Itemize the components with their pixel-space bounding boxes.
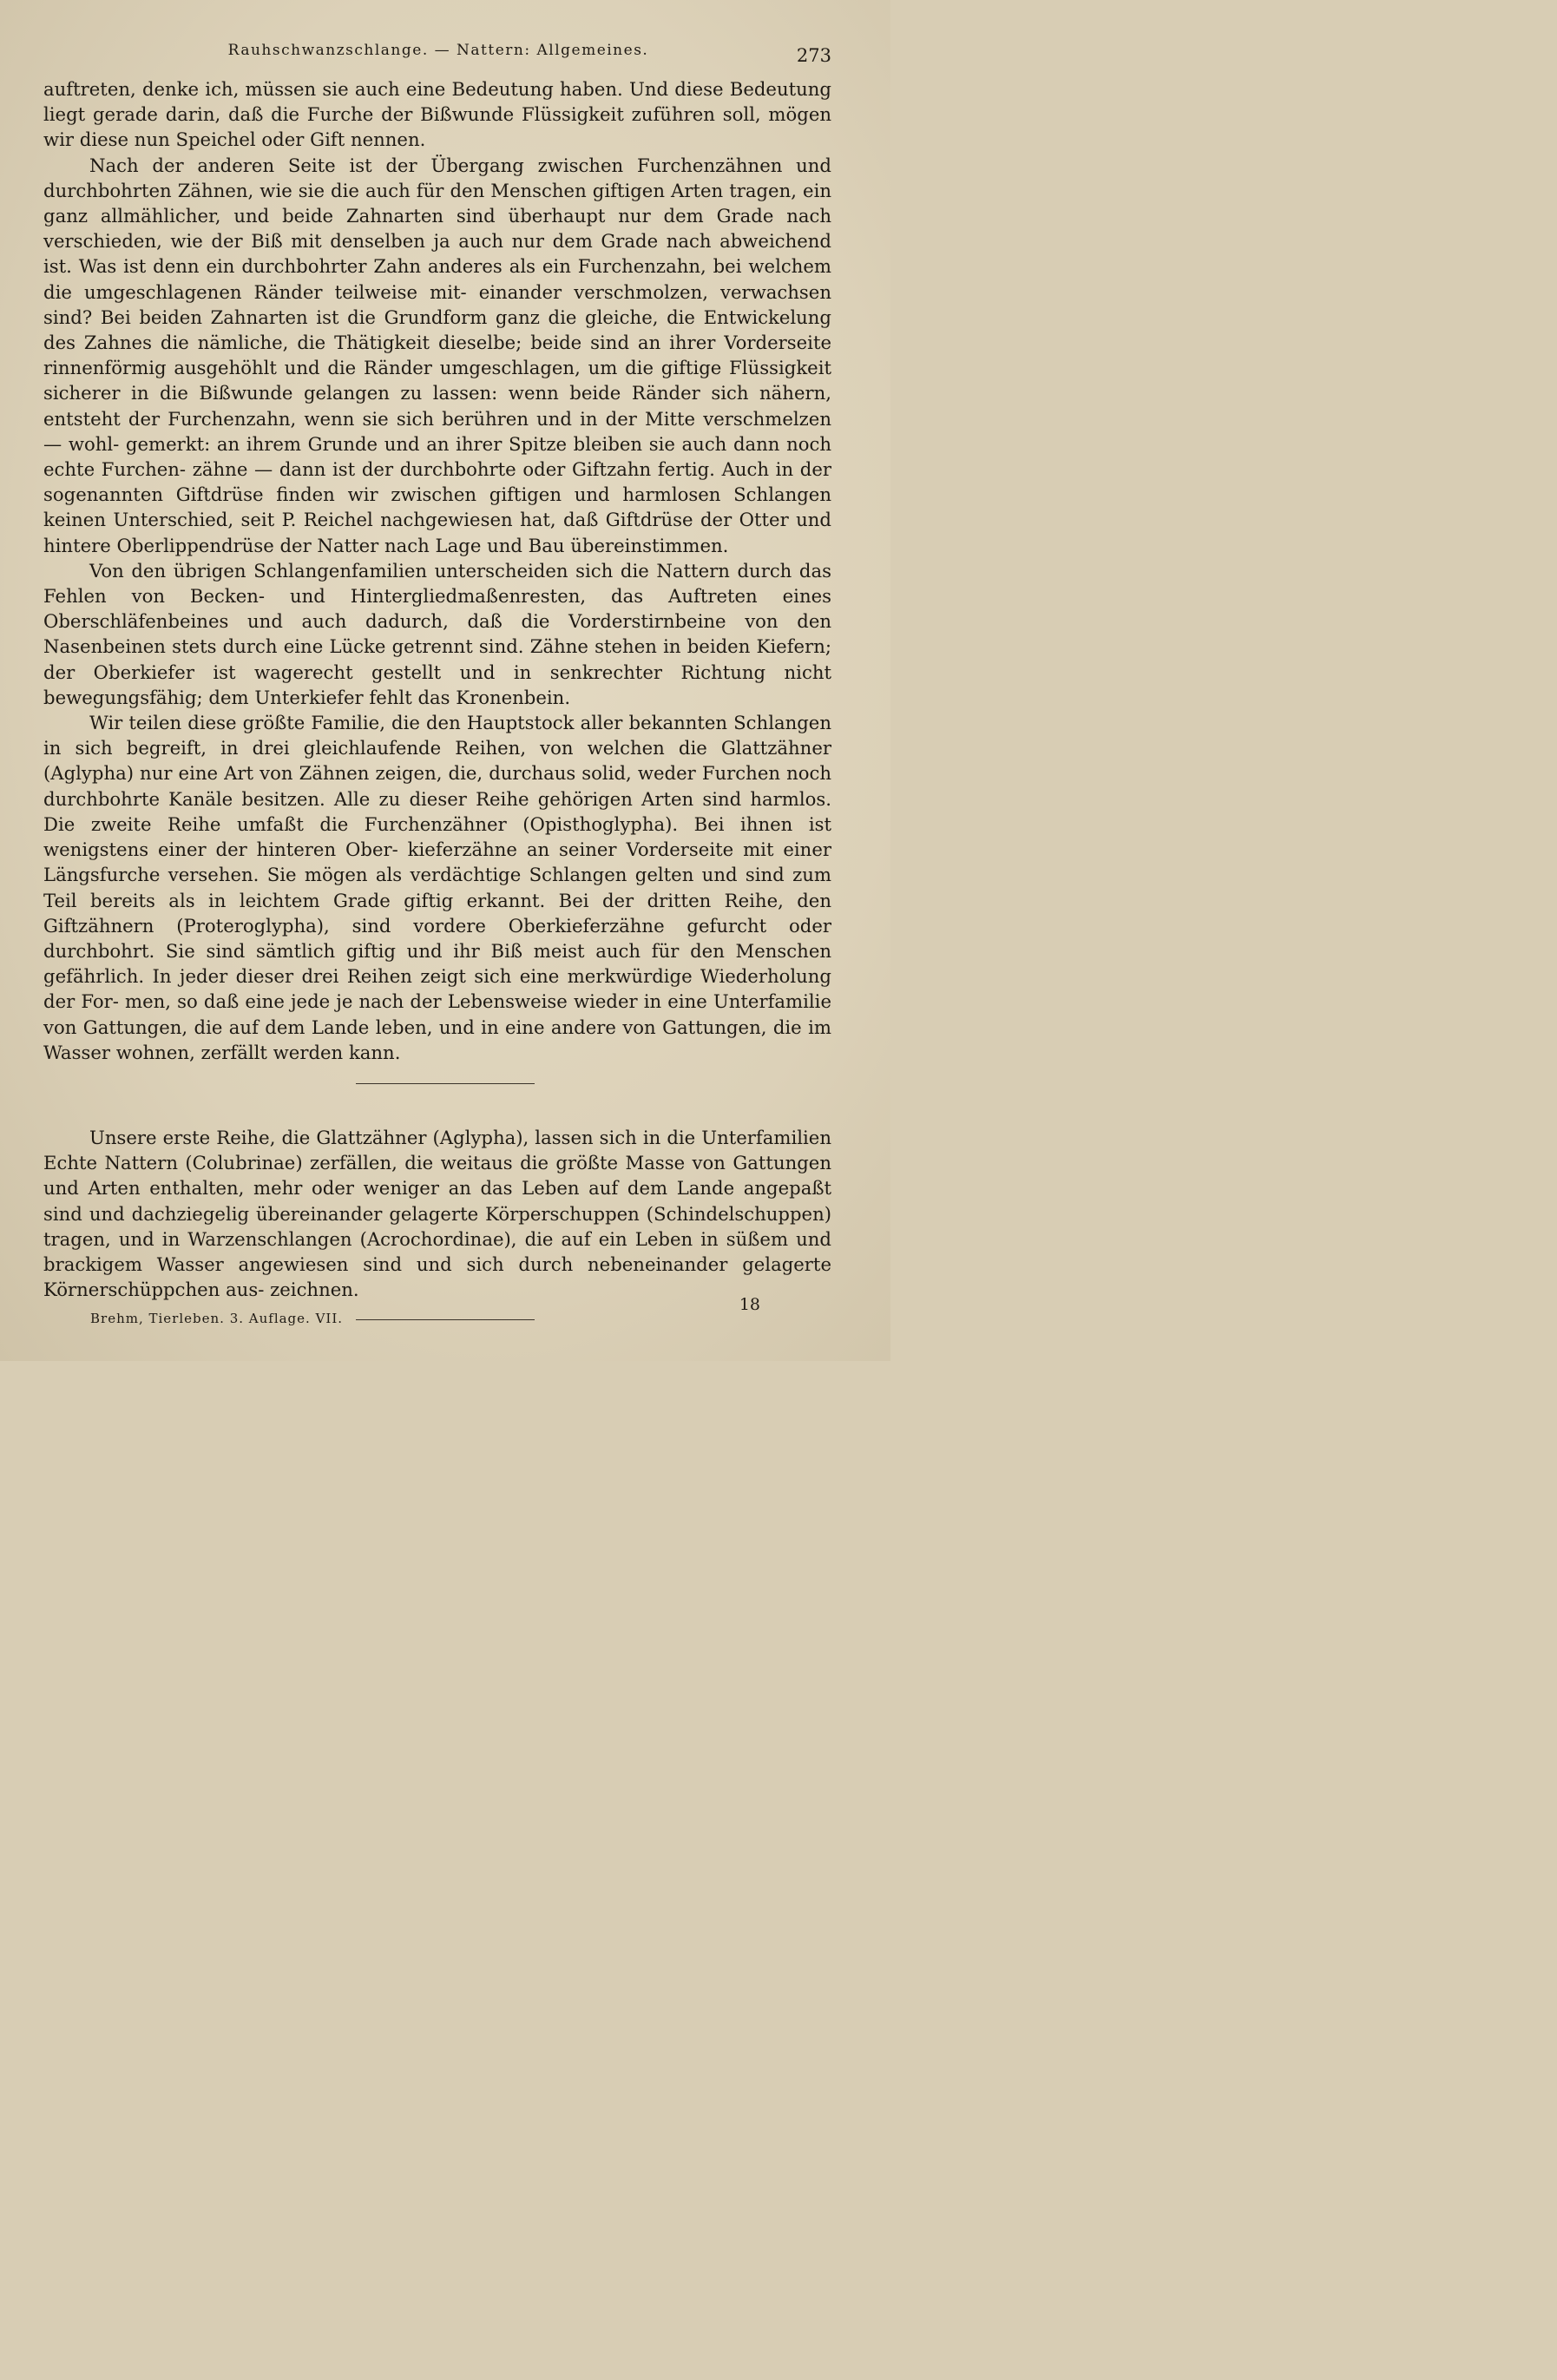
running-title: Rauhschwanzschlange. — Nattern: Allgemeines. <box>227 42 649 59</box>
book-page <box>0 0 890 1361</box>
paragraph-continued: auftreten, denke ich, müssen sie auch eine Bedeutung haben. Und diese Bedeutung liegt gerade darin, daß die Furche der Bißwunde Flüssigkeit zuführen soll, mögen wir diese nun Speichel oder Gift nennen. <box>43 78 831 151</box>
imprint-line: Brehm, Tierleben. 3. Auflage. VII. <box>90 1311 344 1326</box>
paragraph-three-series: Wir teilen diese größte Familie, die den Hauptstock aller bekannten Schlangen in sich begreift, in drei gleichlaufende Reihen, von welchen die Glattzähner (Aglypha) nur eine Art von Zähnen zeigen, die, durchaus solid, weder Furchen noch durchbohrte Kanäle besitzen. Alle zu dieser Reihe gehörigen Arten sind harmlos. Die zweite Reihe umfaßt die Furchenzähner (Opisthoglypha). Bei ihnen ist wenigstens einer der hinteren Ober- kieferzähne an seiner Vorderseite mit einer Längsfurche versehen. Sie mögen als verdächtige Schlangen gelten und sind zum Teil bereits als in leichtem Grade giftig erkannt. Bei der dritten Reihe, den Giftzähnern (Proteroglypha), sind vordere Oberkieferzähne gefurcht oder durchbohrt. Sie sind sämtlich giftig und ihr Biß meist auch für den Menschen gefährlich. In jeder dieser drei Reihen zeigt sich eine merkwürdige Wiederholung der For- men, so daß eine jede je nach der Lebensweise wieder in eine Unterfamilie von Gattungen, die auf dem Lande leben, und in eine andere von Gattungen, die im Wasser wohnen, zerfällt werden kann. <box>43 712 831 1063</box>
page-number: 273 <box>796 45 831 66</box>
page-footer <box>90 1295 760 1330</box>
paragraph-aglypha-subfamilies: Unsere erste Reihe, die Glattzähner (Aglypha), lassen sich in die Unterfamilien Echte Nattern (Colubrinae) zerfällen, die weitaus die größte Masse von Gattungen und Arten enthalten, mehr oder weniger an das Leben auf dem Lande angepaßt sind und dachziegelig übereinander gelagerte Körperschuppen (Schindelschuppen) tragen, und in Warzenschlangen (Acrochordinae), die auf ein Leben in süßem und brackigem Wasser angewiesen sind und sich durch nebeneinander gelagerte Körnerschüppchen aus- zeichnen. <box>43 1126 831 1301</box>
paragraph-teeth-transition: Nach der anderen Seite ist der Übergang zwischen Furchenzähnen und durchbohrten Zähnen, wie sie die auch für den Menschen giftigen Arten tragen, ein ganz allmählicher, und beide Zahnarten sind überhaupt nur dem Grade nach verschieden, wie der Biß mit denselben ja auch nur dem Grade nach abweichend ist. Was ist denn ein durchbohrter Zahn anderes als ein Furchenzahn, bei welchem die umgeschlagenen Ränder teilweise mit- einander verschmolzen, verwachsen sind? Bei beiden Zahnarten ist die Grundform ganz die gleiche, die Entwickelung des Zahnes die nämliche, die Thätigkeit dieselbe; beide sind an ihrer Vorderseite rinnenförmig ausgehöhlt und die Ränder umgeschlagen, um die giftige Flüssigkeit sicherer in die Bißwunde gelangen zu lassen: wenn beide Ränder sich nähern, entsteht der Furchenzahn, wenn sie sich berühren und in der Mitte verschmelzen — wohl- gemerkt: an ihrem Grunde und an ihrer Spitze bleiben sie auch dann noch echte Furchen- zähne — dann ist der durchbohrte oder Giftzahn fertig. Auch in der sogenannten Giftdrüse finden wir zwischen giftigen und harmlosen Schlangen keinen Unterschied, seit P. Reichel nachgewiesen hat, daß Giftdrüse der Otter und hintere Oberlippendrüse der Natter nach Lage und Bau übereinstimmen. <box>43 154 831 556</box>
running-head <box>45 40 831 64</box>
signature-mark: 18 <box>739 1295 760 1314</box>
body-text <box>43 76 831 1320</box>
paragraph-family-characteristics: Von den übrigen Schlangenfamilien unterscheiden sich die Nattern durch das Fehlen von Becken- und Hintergliedmaßenresten, das Auftreten eines Oberschläfenbeines und auch dadurch, daß die Vorderstirnbeine von den Nasenbeinen stets durch eine Lücke getrennt sind. Zähne stehen in beiden Kiefern; der Oberkiefer ist wagerecht gestellt und in senkrechter Richtung nicht bewegungsfähig; dem Unterkiefer fehlt das Kronenbein. <box>43 559 831 708</box>
section-divider <box>356 1083 535 1084</box>
